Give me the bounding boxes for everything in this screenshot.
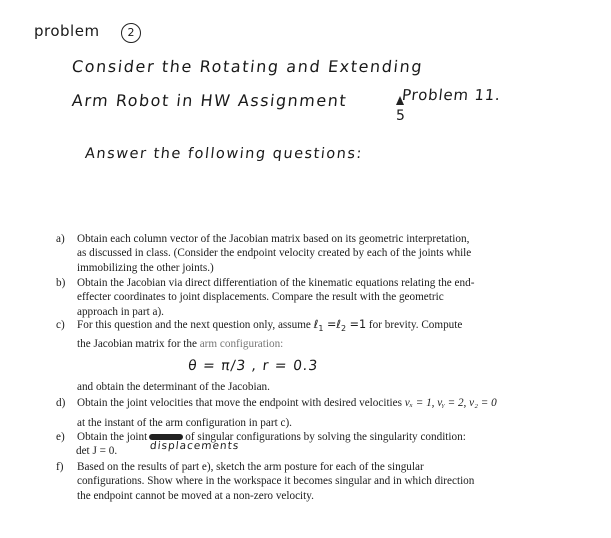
question-c-line-2-pre: the Jacobian matrix for the [77, 337, 197, 350]
question-e-line-1-pre: Obtain the joint [77, 431, 148, 443]
question-b-line-2: effecter coordinates to joint displacements. Compare the result with the geometric [77, 291, 444, 304]
handwritten-line-2b: Problem 11. [401, 86, 502, 104]
question-e-line-2: det J = 0. [76, 445, 118, 458]
question-c-line-3: and obtain the determinant of the Jacobian. [77, 381, 270, 393]
question-a-label: a) [56, 233, 65, 245]
problem-number: 2 [127, 26, 135, 39]
question-e-line-1 [77, 430, 545, 444]
question-a-line-1: Obtain each column vector of the Jacobian matrix based on its geometric interpretation, [77, 233, 470, 245]
question-b-label: b) [56, 277, 66, 289]
handwritten-line-1: Consider the Rotating and Extending [71, 57, 425, 76]
problem-label: problem [34, 22, 100, 40]
question-d-label: d) [56, 397, 66, 409]
question-b-line-1: Obtain the Jacobian via direct differentiation of the kinematic equations relating the end- [77, 277, 475, 289]
problem-number-circle [121, 23, 141, 43]
question-d-velocity-equation: vₓ = 1, vᵧ = 2, v₂ = 0 [404, 397, 497, 409]
question-d-line-1 [77, 396, 545, 410]
question-f-label: f) [56, 461, 64, 473]
handwritten-displacements-note: displacements [149, 440, 240, 452]
question-c-line-1-pre: For this question and the next question only, assume [77, 319, 311, 331]
question-f-line-2: configurations. Show where in the workspace it becomes singular and in which direction [77, 475, 475, 488]
handwritten-configuration-values: θ = π/3 , r = 0.3 [187, 358, 320, 374]
question-c-line-2 [77, 337, 545, 351]
question-f-line-3: the endpoint cannot be moved at a non-zero velocity. [77, 489, 314, 502]
question-e-line-1-post: of singular configurations by solving the singularity condition: [185, 431, 466, 443]
question-e-label: e) [56, 431, 65, 443]
handwritten-line-2-number: 5 [396, 108, 405, 124]
question-d-line-2: at the instant of the arm configuration in part c). [77, 417, 292, 429]
handwritten-line-2a: Arm Robot in HW Assignment [71, 91, 349, 110]
question-a-line-3: immobilizing the other joints.) [77, 261, 214, 274]
question-c-line-1 [77, 318, 545, 337]
handwritten-line-3: Answer the following questions: [84, 146, 364, 162]
question-c-line-2-gray: arm configuration: [199, 337, 284, 350]
question-a-line-2: as discussed in class. (Consider the endpoint velocity created by each of the joints while [77, 247, 472, 260]
question-c-line-1-post: for brevity. Compute [368, 319, 463, 331]
handwritten-l1-equals-l2: ℓ$_1$ =ℓ$_2$ =1 [313, 318, 367, 334]
question-c-label: c) [56, 319, 65, 331]
question-b-line-3: approach in part a). [77, 305, 164, 318]
question-d-line-1-text: Obtain the joint velocities that move the endpoint with desired velocities [77, 397, 402, 409]
question-f-line-1: Based on the results of part e), sketch the arm posture for each of the singular [77, 461, 424, 473]
insertion-caret-icon [396, 96, 404, 105]
